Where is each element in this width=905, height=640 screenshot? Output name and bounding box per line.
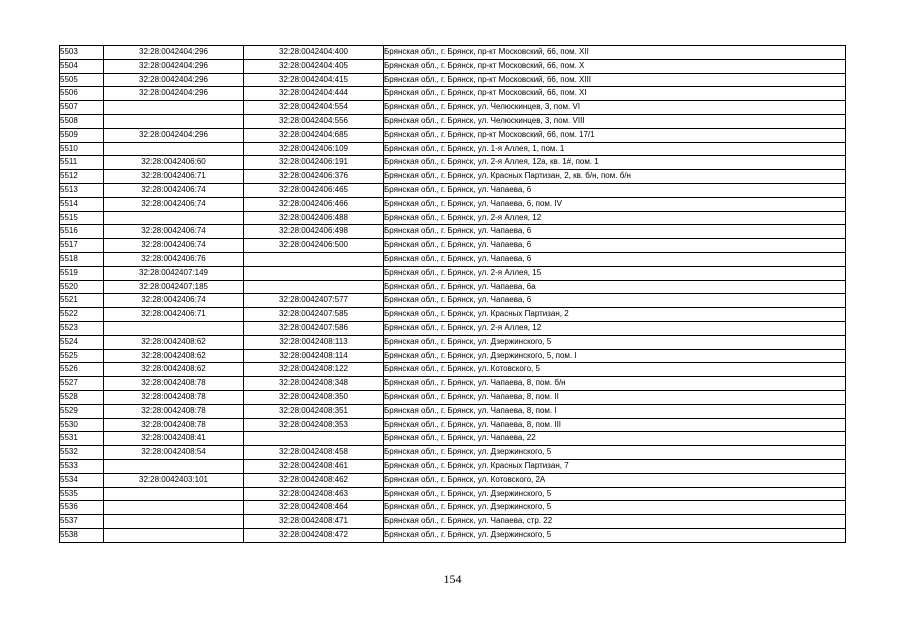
registry-table <box>59 45 846 543</box>
cadastral-number-cell: 32:28:0042404:296 <box>104 59 244 73</box>
table-row <box>60 183 846 197</box>
cadastral-number-cell: 32:28:0042408:41 <box>104 432 244 446</box>
address-cell: Брянская обл., г. Брянск, ул. Чапаева, 6 <box>384 294 846 308</box>
row-number-cell: 5528 <box>60 390 104 404</box>
table-body <box>60 46 846 543</box>
table-row <box>60 239 846 253</box>
table-row <box>60 211 846 225</box>
row-number-cell: 5535 <box>60 487 104 501</box>
cadastral-number-cell <box>104 459 244 473</box>
address-cell: Брянская обл., г. Брянск, пр-кт Московский, 66, пом. X <box>384 59 846 73</box>
cadastral-number-object-cell: 32:28:0042408:351 <box>244 404 384 418</box>
cadastral-number-cell: 32:28:0042406:74 <box>104 239 244 253</box>
row-number-cell: 5507 <box>60 101 104 115</box>
row-number-cell: 5521 <box>60 294 104 308</box>
row-number-cell: 5534 <box>60 473 104 487</box>
table-row <box>60 59 846 73</box>
cadastral-number-cell <box>104 515 244 529</box>
row-number-cell: 5510 <box>60 142 104 156</box>
cadastral-number-object-cell <box>244 280 384 294</box>
cadastral-number-cell: 32:28:0042404:296 <box>104 87 244 101</box>
cadastral-number-object-cell: 32:28:0042408:113 <box>244 335 384 349</box>
cadastral-number-cell: 32:28:0042406:74 <box>104 225 244 239</box>
address-cell: Брянская обл., г. Брянск, пр-кт Московский, 66, пом. XI <box>384 87 846 101</box>
cadastral-number-cell: 32:28:0042408:62 <box>104 363 244 377</box>
cadastral-number-object-cell: 32:28:0042406:488 <box>244 211 384 225</box>
cadastral-number-cell: 32:28:0042404:296 <box>104 128 244 142</box>
address-cell: Брянская обл., г. Брянск, ул. Дзержинского, 5 <box>384 501 846 515</box>
row-number-cell: 5513 <box>60 183 104 197</box>
cadastral-number-object-cell: 32:28:0042406:498 <box>244 225 384 239</box>
table-row <box>60 225 846 239</box>
table-row <box>60 432 846 446</box>
cadastral-number-object-cell: 32:28:0042408:472 <box>244 528 384 542</box>
row-number-cell: 5511 <box>60 156 104 170</box>
address-cell: Брянская обл., г. Брянск, ул. Чапаева, 6 <box>384 252 846 266</box>
cadastral-number-object-cell: 32:28:0042407:577 <box>244 294 384 308</box>
address-cell: Брянская обл., г. Брянск, ул. Дзержинского, 5 <box>384 528 846 542</box>
table-row <box>60 87 846 101</box>
address-cell: Брянская обл., г. Брянск, ул. Дзержинского, 5 <box>384 487 846 501</box>
row-number-cell: 5524 <box>60 335 104 349</box>
cadastral-number-cell: 32:28:0042408:62 <box>104 335 244 349</box>
address-cell: Брянская обл., г. Брянск, ул. Дзержинского, 5 <box>384 335 846 349</box>
cadastral-number-cell <box>104 114 244 128</box>
row-number-cell: 5531 <box>60 432 104 446</box>
cadastral-number-cell: 32:28:0042408:62 <box>104 349 244 363</box>
address-cell: Брянская обл., г. Брянск, ул. Дзержинского, 5 <box>384 446 846 460</box>
address-cell: Брянская обл., г. Брянск, ул. Чапаева, 8, пом. I <box>384 404 846 418</box>
address-cell: Брянская обл., г. Брянск, пр-кт Московский, 66, пом. XIII <box>384 73 846 87</box>
cadastral-number-object-cell: 32:28:0042406:465 <box>244 183 384 197</box>
cadastral-number-object-cell: 32:28:0042404:554 <box>244 101 384 115</box>
address-cell: Брянская обл., г. Брянск, ул. Котовского, 5 <box>384 363 846 377</box>
table-row <box>60 528 846 542</box>
row-number-cell: 5506 <box>60 87 104 101</box>
table-row <box>60 363 846 377</box>
cadastral-number-object-cell: 32:28:0042406:376 <box>244 170 384 184</box>
address-cell: Брянская обл., г. Брянск, ул. Чапаева, 6а <box>384 280 846 294</box>
table-row <box>60 197 846 211</box>
cadastral-number-object-cell: 32:28:0042406:109 <box>244 142 384 156</box>
cadastral-number-object-cell <box>244 252 384 266</box>
row-number-cell: 5520 <box>60 280 104 294</box>
table-row <box>60 446 846 460</box>
table-row <box>60 473 846 487</box>
cadastral-number-object-cell: 32:28:0042408:463 <box>244 487 384 501</box>
table-row <box>60 377 846 391</box>
cadastral-number-cell: 32:28:0042406:71 <box>104 308 244 322</box>
cadastral-number-object-cell: 32:28:0042408:122 <box>244 363 384 377</box>
cadastral-number-object-cell: 32:28:0042407:586 <box>244 321 384 335</box>
row-number-cell: 5504 <box>60 59 104 73</box>
cadastral-number-cell <box>104 101 244 115</box>
cadastral-number-cell: 32:28:0042408:78 <box>104 390 244 404</box>
cadastral-number-object-cell: 32:28:0042404:685 <box>244 128 384 142</box>
address-cell: Брянская обл., г. Брянск, ул. Чапаева, 8, пом. б/н <box>384 377 846 391</box>
table-row <box>60 266 846 280</box>
row-number-cell: 5514 <box>60 197 104 211</box>
cadastral-number-object-cell: 32:28:0042408:462 <box>244 473 384 487</box>
table-row <box>60 390 846 404</box>
table-row <box>60 404 846 418</box>
row-number-cell: 5508 <box>60 114 104 128</box>
table-row <box>60 321 846 335</box>
address-cell: Брянская обл., г. Брянск, ул. Чапаева, 6 <box>384 239 846 253</box>
cadastral-number-cell <box>104 211 244 225</box>
address-cell: Брянская обл., г. Брянск, ул. Котовского, 2А <box>384 473 846 487</box>
row-number-cell: 5536 <box>60 501 104 515</box>
cadastral-number-cell: 32:28:0042403:101 <box>104 473 244 487</box>
row-number-cell: 5530 <box>60 418 104 432</box>
row-number-cell: 5533 <box>60 459 104 473</box>
row-number-cell: 5538 <box>60 528 104 542</box>
table-row <box>60 294 846 308</box>
table-row <box>60 252 846 266</box>
row-number-cell: 5527 <box>60 377 104 391</box>
row-number-cell: 5515 <box>60 211 104 225</box>
cadastral-number-object-cell: 32:28:0042404:556 <box>244 114 384 128</box>
row-number-cell: 5529 <box>60 404 104 418</box>
table-row <box>60 349 846 363</box>
address-cell: Брянская обл., г. Брянск, пр-кт Московский, 66, пом. 17/1 <box>384 128 846 142</box>
cadastral-number-cell: 32:28:0042406:76 <box>104 252 244 266</box>
cadastral-number-object-cell: 32:28:0042407:585 <box>244 308 384 322</box>
address-cell: Брянская обл., г. Брянск, ул. Чапаева, стр. 22 <box>384 515 846 529</box>
table-row <box>60 170 846 184</box>
cadastral-number-cell <box>104 528 244 542</box>
cadastral-number-cell <box>104 142 244 156</box>
address-cell: Брянская обл., г. Брянск, ул. Красных Партизан, 2 <box>384 308 846 322</box>
cadastral-number-object-cell: 32:28:0042404:405 <box>244 59 384 73</box>
cadastral-number-cell: 32:28:0042407:185 <box>104 280 244 294</box>
cadastral-number-cell: 32:28:0042408:54 <box>104 446 244 460</box>
cadastral-number-object-cell: 32:28:0042408:458 <box>244 446 384 460</box>
table-row <box>60 459 846 473</box>
cadastral-number-cell <box>104 487 244 501</box>
row-number-cell: 5525 <box>60 349 104 363</box>
row-number-cell: 5512 <box>60 170 104 184</box>
cadastral-number-cell: 32:28:0042408:78 <box>104 377 244 391</box>
row-number-cell: 5537 <box>60 515 104 529</box>
row-number-cell: 5523 <box>60 321 104 335</box>
page-number: 154 <box>443 572 462 586</box>
table-row <box>60 308 846 322</box>
row-number-cell: 5509 <box>60 128 104 142</box>
row-number-cell: 5517 <box>60 239 104 253</box>
cadastral-number-cell: 32:28:0042406:74 <box>104 294 244 308</box>
address-cell: Брянская обл., г. Брянск, ул. Чапаева, 6 <box>384 183 846 197</box>
cadastral-number-cell: 32:28:0042408:78 <box>104 418 244 432</box>
cadastral-number-cell: 32:28:0042404:296 <box>104 73 244 87</box>
table-row <box>60 156 846 170</box>
cadastral-number-cell: 32:28:0042408:78 <box>104 404 244 418</box>
table-row <box>60 335 846 349</box>
cadastral-number-cell: 32:28:0042406:71 <box>104 170 244 184</box>
cadastral-number-object-cell <box>244 266 384 280</box>
address-cell: Брянская обл., г. Брянск, ул. 2-я Аллея, 15 <box>384 266 846 280</box>
address-cell: Брянская обл., г. Брянск, ул. 2-я Аллея, 12а, кв. 1#, пом. 1 <box>384 156 846 170</box>
address-cell: Брянская обл., г. Брянск, ул. Челюскинцев, 3, пом. VI <box>384 101 846 115</box>
address-cell: Брянская обл., г. Брянск, пр-кт Московский, 66, пом. XII <box>384 46 846 60</box>
address-cell: Брянская обл., г. Брянск, ул. Чапаева, 8, пом. III <box>384 418 846 432</box>
table-row <box>60 73 846 87</box>
cadastral-number-cell: 32:28:0042406:60 <box>104 156 244 170</box>
row-number-cell: 5526 <box>60 363 104 377</box>
table-row <box>60 114 846 128</box>
cadastral-number-cell: 32:28:0042407:149 <box>104 266 244 280</box>
table-row <box>60 101 846 115</box>
cadastral-number-object-cell: 32:28:0042404:400 <box>244 46 384 60</box>
row-number-cell: 5505 <box>60 73 104 87</box>
cadastral-number-object-cell: 32:28:0042404:444 <box>244 87 384 101</box>
table-row <box>60 142 846 156</box>
row-number-cell: 5522 <box>60 308 104 322</box>
address-cell: Брянская обл., г. Брянск, ул. Чапаева, 6 <box>384 225 846 239</box>
address-cell: Брянская обл., г. Брянск, ул. Красных Партизан, 7 <box>384 459 846 473</box>
cadastral-number-object-cell: 32:28:0042408:348 <box>244 377 384 391</box>
table-row <box>60 418 846 432</box>
address-cell: Брянская обл., г. Брянск, ул. 1-я Аллея, 1, пом. 1 <box>384 142 846 156</box>
row-number-cell: 5518 <box>60 252 104 266</box>
cadastral-number-object-cell: 32:28:0042408:461 <box>244 459 384 473</box>
cadastral-number-object-cell: 32:28:0042408:350 <box>244 390 384 404</box>
cadastral-number-object-cell: 32:28:0042408:464 <box>244 501 384 515</box>
address-cell: Брянская обл., г. Брянск, ул. Дзержинского, 5, пом. I <box>384 349 846 363</box>
table-row <box>60 515 846 529</box>
cadastral-number-object-cell: 32:28:0042408:471 <box>244 515 384 529</box>
address-cell: Брянская обл., г. Брянск, ул. Чапаева, 8, пом. II <box>384 390 846 404</box>
address-cell: Брянская обл., г. Брянск, ул. 2-я Аллея, 12 <box>384 211 846 225</box>
row-number-cell: 5516 <box>60 225 104 239</box>
table-row <box>60 280 846 294</box>
table-row <box>60 46 846 60</box>
table-row <box>60 128 846 142</box>
address-cell: Брянская обл., г. Брянск, ул. Чапаева, 22 <box>384 432 846 446</box>
address-cell: Брянская обл., г. Брянск, ул. Челюскинцев, 3, пом. VIII <box>384 114 846 128</box>
cadastral-number-object-cell: 32:28:0042406:500 <box>244 239 384 253</box>
cadastral-number-cell <box>104 501 244 515</box>
cadastral-number-object-cell: 32:28:0042408:353 <box>244 418 384 432</box>
cadastral-number-cell: 32:28:0042406:74 <box>104 183 244 197</box>
table-row <box>60 501 846 515</box>
cadastral-number-object-cell: 32:28:0042404:415 <box>244 73 384 87</box>
cadastral-number-cell: 32:28:0042404:296 <box>104 46 244 60</box>
cadastral-number-object-cell <box>244 432 384 446</box>
address-cell: Брянская обл., г. Брянск, ул. 2-я Аллея, 12 <box>384 321 846 335</box>
row-number-cell: 5519 <box>60 266 104 280</box>
row-number-cell: 5532 <box>60 446 104 460</box>
table-row <box>60 487 846 501</box>
row-number-cell: 5503 <box>60 46 104 60</box>
address-cell: Брянская обл., г. Брянск, ул. Красных Партизан, 2, кв. б/н, пом. б/н <box>384 170 846 184</box>
cadastral-number-object-cell: 32:28:0042406:191 <box>244 156 384 170</box>
cadastral-number-object-cell: 32:28:0042406:466 <box>244 197 384 211</box>
cadastral-number-object-cell: 32:28:0042408:114 <box>244 349 384 363</box>
cadastral-number-cell <box>104 321 244 335</box>
cadastral-number-cell: 32:28:0042406:74 <box>104 197 244 211</box>
address-cell: Брянская обл., г. Брянск, ул. Чапаева, 6, пом. IV <box>384 197 846 211</box>
